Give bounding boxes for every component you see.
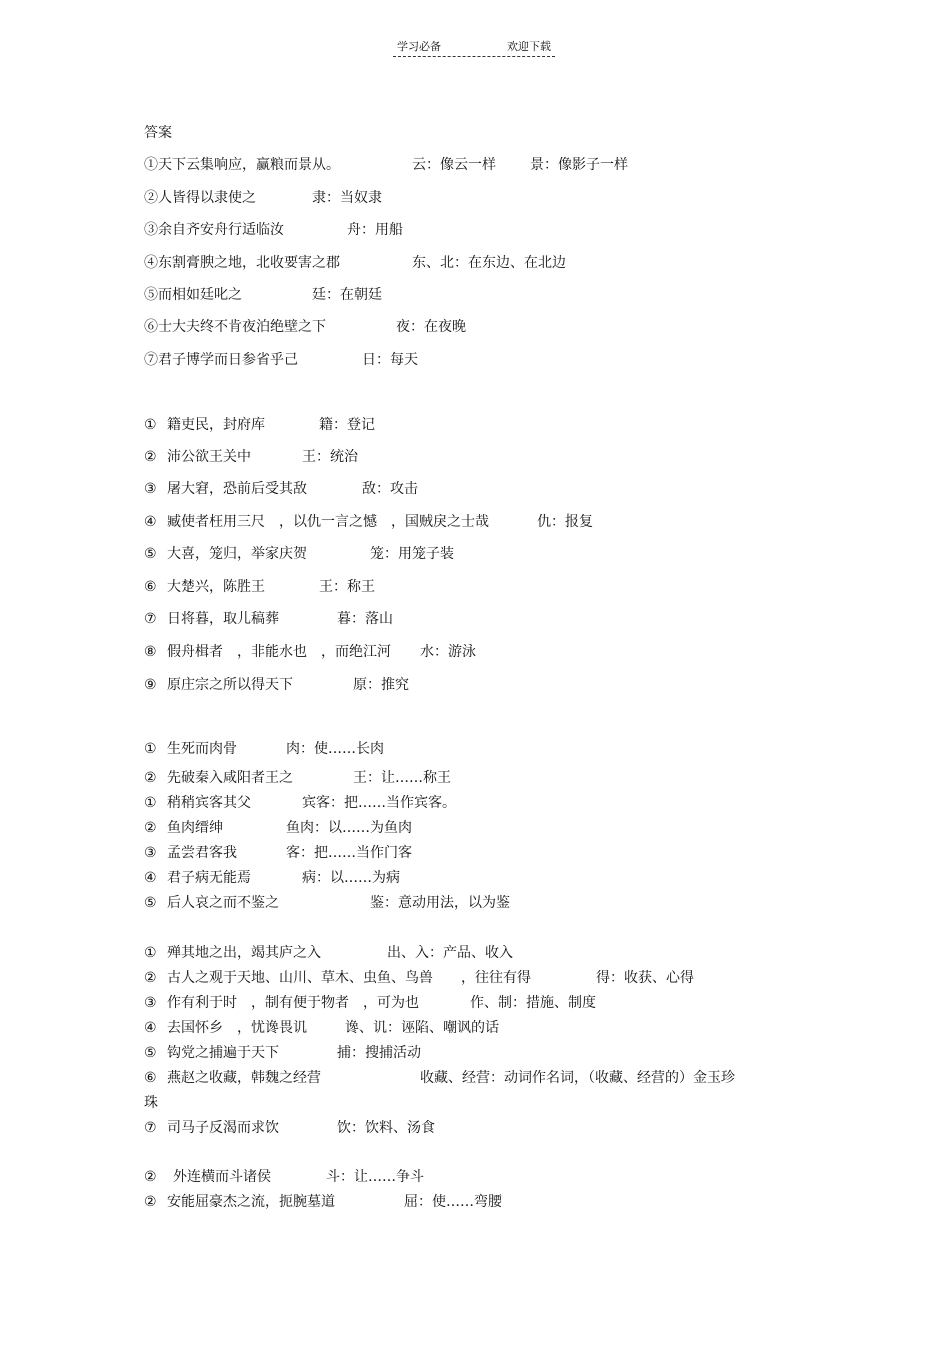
gloss: 廷：在朝廷 bbox=[312, 287, 382, 303]
gloss: 东、北：在东边、在北边 bbox=[412, 255, 566, 271]
sentence: ⑤而相如廷叱之 bbox=[144, 287, 242, 303]
sentence: 先破秦入咸阳者王之 bbox=[167, 770, 293, 786]
gloss: 作、制：措施、制度 bbox=[470, 995, 596, 1011]
sentence: 孟尝君客我 bbox=[167, 845, 237, 861]
sentence: 君子病无能焉 bbox=[167, 870, 251, 886]
item-number: ⑦ bbox=[144, 611, 157, 627]
gloss: 客：把……当作门客 bbox=[286, 845, 412, 861]
sentence: 安能屈豪杰之流，扼腕墓道 bbox=[167, 1194, 335, 1210]
sentence: 外连横而斗诸侯 bbox=[173, 1169, 271, 1185]
gloss: 仇：报复 bbox=[537, 514, 593, 530]
sentence: 屠大窘，恐前后受其敌 bbox=[167, 481, 307, 497]
gloss: 王：统治 bbox=[302, 449, 358, 465]
item-number: ③ bbox=[144, 481, 157, 497]
sentence: 大楚兴，陈胜王 bbox=[167, 579, 265, 595]
sentence: 日将暮，取儿稿葬 bbox=[167, 611, 279, 627]
gloss: 王：称王 bbox=[319, 579, 375, 595]
sentence: ③余自齐安舟行适临汝 bbox=[144, 222, 284, 238]
sentence: ⑦君子博学而日参省乎己 bbox=[144, 352, 298, 368]
item-number: ④ bbox=[144, 514, 157, 530]
gloss: 敌：攻击 bbox=[362, 481, 418, 497]
sentence: 古人之观于天地、山川、草木、虫鱼、鸟兽 ，往往有得 bbox=[167, 970, 531, 986]
gloss: 谗、讥：诬陷、嘲讽的话 bbox=[345, 1020, 499, 1036]
sentence: 臧使者枉用三尺 ，以仇一言之憾 ，国贼戾之士哉 bbox=[167, 514, 489, 530]
sentence: 大喜，笼归，举家庆贺 bbox=[167, 546, 307, 562]
item-number: ② bbox=[144, 770, 157, 786]
sentence: 作有利于时 ，制有便于物者 ，可为也 bbox=[167, 995, 419, 1011]
gloss: 籍：登记 bbox=[319, 417, 375, 433]
sentence: 去国怀乡 ，忧谗畏讥 bbox=[167, 1020, 307, 1036]
item-number: ② bbox=[144, 449, 157, 465]
gloss: 鉴：意动用法，以为鉴 bbox=[370, 895, 510, 911]
sentence: 燕赵之收藏，韩魏之经营 bbox=[167, 1070, 321, 1086]
sentence: ①天下云集响应，赢粮而景从。 bbox=[144, 157, 340, 173]
sentence: 假舟楫者 ，非能水也 ，而绝江河 bbox=[167, 644, 391, 660]
header-right-text: 欢迎下载 bbox=[507, 40, 551, 53]
gloss: 收藏、经营：动词作名词，（收藏、经营的）金玉珍 bbox=[420, 1070, 735, 1086]
item-number: ② bbox=[144, 820, 157, 836]
item-number: ⑦ bbox=[144, 1120, 157, 1136]
gloss: 笼：用笼子装 bbox=[370, 546, 454, 562]
item-number: ④ bbox=[144, 1020, 157, 1036]
item-number: ① bbox=[144, 795, 157, 811]
item-number: ⑥ bbox=[144, 1070, 157, 1086]
gloss: 舟：用船 bbox=[347, 222, 403, 238]
item-number: ② bbox=[144, 1169, 157, 1185]
gloss: 出、入：产品、收入 bbox=[387, 945, 513, 961]
sentence: 殚其地之出，竭其庐之入 bbox=[167, 945, 321, 961]
gloss: 暮：落山 bbox=[337, 611, 393, 627]
item-number: ① bbox=[144, 417, 157, 433]
sentence: 钩党之捕遍于天下 bbox=[167, 1045, 279, 1061]
gloss-2: 景：像影子一样 bbox=[530, 157, 628, 173]
answer-title: 答案 bbox=[144, 125, 172, 141]
sentence: 后人哀之而不鉴之 bbox=[167, 895, 279, 911]
item-number: ⑤ bbox=[144, 895, 157, 911]
item-number: ⑧ bbox=[144, 644, 157, 660]
gloss: 病：以……为病 bbox=[302, 870, 400, 886]
item-number: ② bbox=[144, 1194, 157, 1210]
page-header bbox=[393, 38, 555, 57]
gloss: 屈：使……弯腰 bbox=[404, 1194, 502, 1210]
gloss: 日：每天 bbox=[362, 352, 418, 368]
item-number: ⑨ bbox=[144, 677, 157, 693]
item-number: ③ bbox=[144, 845, 157, 861]
item-number: ③ bbox=[144, 995, 157, 1011]
sentence: ⑥士大夫终不肯夜泊绝壁之下 bbox=[144, 319, 326, 335]
gloss: 得：收获、心得 bbox=[596, 970, 694, 986]
wrapped-text: 珠 bbox=[144, 1095, 158, 1111]
gloss: 斗：让……争斗 bbox=[326, 1169, 424, 1185]
item-number: ⑤ bbox=[144, 546, 157, 562]
sentence: ②人皆得以隶使之 bbox=[144, 190, 256, 206]
sentence: 稍稍宾客其父 bbox=[167, 795, 251, 811]
item-number: ④ bbox=[144, 870, 157, 886]
item-number: ⑤ bbox=[144, 1045, 157, 1061]
gloss: 肉：使……长肉 bbox=[286, 741, 384, 757]
item-number: ⑥ bbox=[144, 579, 157, 595]
gloss: 原：推究 bbox=[353, 677, 409, 693]
sentence: 生死而肉骨 bbox=[167, 741, 237, 757]
gloss: 云：像云一样 bbox=[412, 157, 496, 173]
gloss: 鱼肉：以……为鱼肉 bbox=[286, 820, 412, 836]
sentence: 司马子反渴而求饮 bbox=[167, 1120, 279, 1136]
sentence: 沛公欲王关中 bbox=[167, 449, 251, 465]
gloss: 捕：搜捕活动 bbox=[337, 1045, 421, 1061]
sentence: 原庄宗之所以得天下 bbox=[167, 677, 293, 693]
gloss: 水：游泳 bbox=[420, 644, 476, 660]
item-number: ① bbox=[144, 945, 157, 961]
sentence: ④东割膏腴之地，北收要害之郡 bbox=[144, 255, 340, 271]
gloss: 夜：在夜晚 bbox=[396, 319, 466, 335]
gloss: 饮：饮料、汤食 bbox=[337, 1120, 435, 1136]
sentence: 籍吏民，封府库 bbox=[167, 417, 265, 433]
sentence: 鱼肉缙绅 bbox=[167, 820, 223, 836]
header-left-text: 学习必备 bbox=[397, 40, 441, 53]
gloss: 王：让……称王 bbox=[353, 770, 451, 786]
gloss: 隶：当奴隶 bbox=[312, 190, 382, 206]
gloss: 宾客：把……当作宾客。 bbox=[302, 795, 456, 811]
item-number: ① bbox=[144, 741, 157, 757]
item-number: ② bbox=[144, 970, 157, 986]
